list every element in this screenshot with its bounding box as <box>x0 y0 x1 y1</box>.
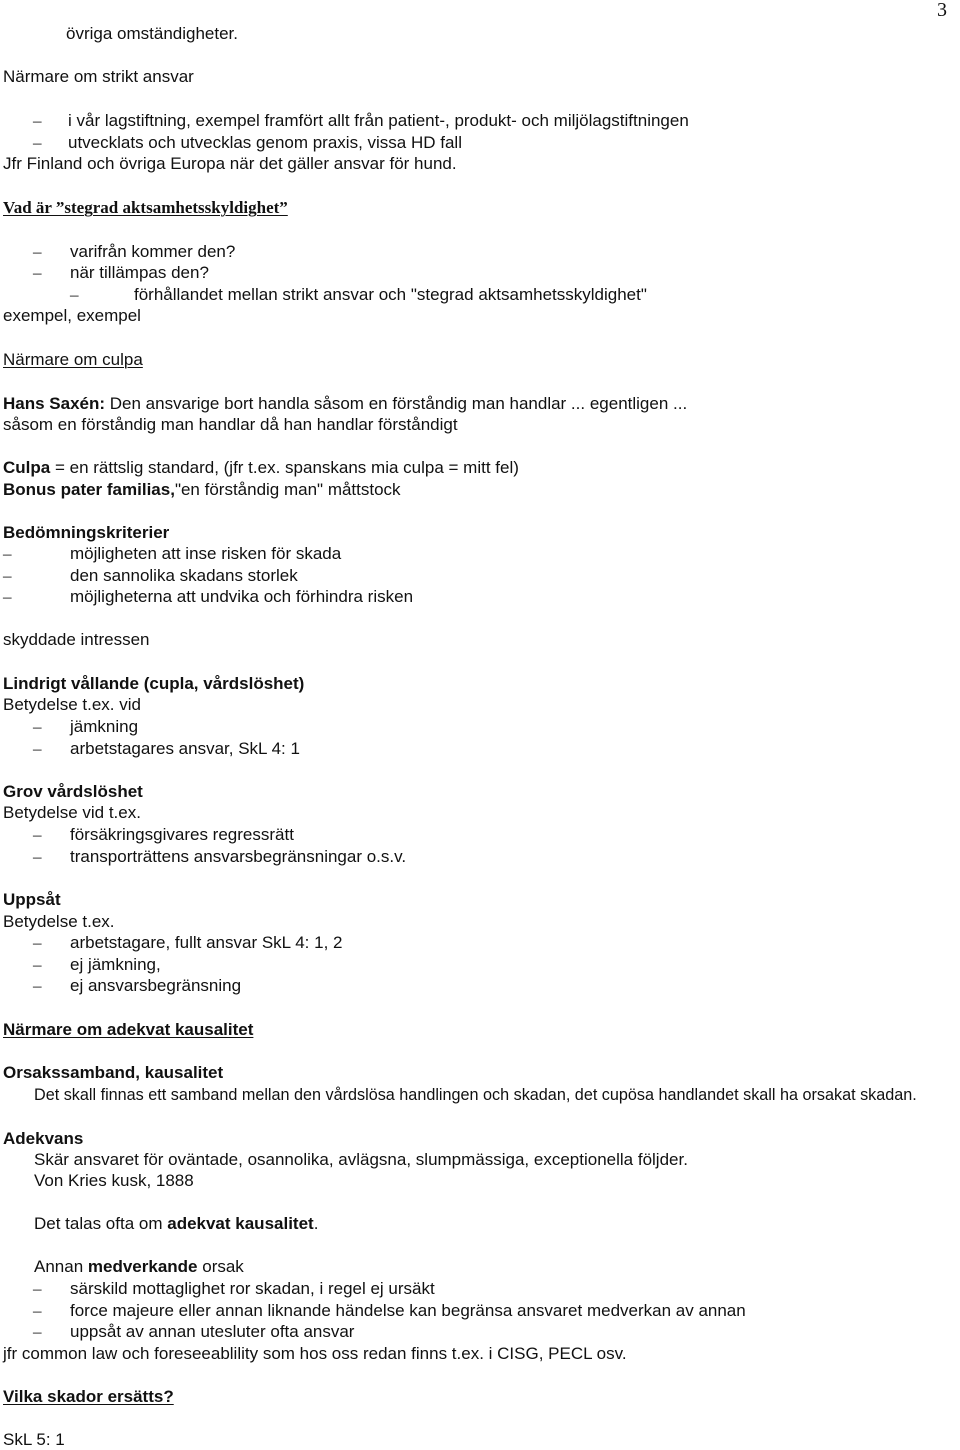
dash-marker: – <box>3 566 12 585</box>
section-heading-lindrigt: Lindrigt vållande (cupla, vårdslöshet) <box>3 674 305 693</box>
text-run: Annan <box>34 1257 88 1276</box>
list-item: särskild mottaglighet ror skadan, i regel ej ursäkt <box>70 1279 435 1298</box>
text-line: Det skall finnas ett samband mellan den vårdslösa handlingen och skadan, det cupösa handlandet skall ha orsakat skadan. <box>34 1086 917 1104</box>
list-item: force majeure eller annan liknande händelse kan begränsa ansvaret medverkan av annan <box>70 1301 746 1320</box>
section-heading-skador: Vilka skador ersätts? <box>3 1387 174 1406</box>
dash-marker: – <box>33 717 42 736</box>
text-line <box>34 1257 244 1277</box>
list-item: varifrån kommer den? <box>70 242 236 261</box>
text-run: . <box>313 1214 319 1233</box>
list-item: när tillämpas den? <box>70 263 209 282</box>
list-item: uppsåt av annan utesluter ofta ansvar <box>70 1322 355 1341</box>
dash-marker: – <box>33 111 42 130</box>
list-item: transporträttens ansvarsbegränsningar o.s.v. <box>70 847 407 866</box>
text-line: SkL 5: 1 <box>3 1430 65 1449</box>
text-line: Jfr Finland och övriga Europa när det gäller ansvar för hund. <box>3 154 457 173</box>
dash-marker: – <box>33 1301 42 1320</box>
dash-marker: – <box>33 976 42 995</box>
list-item: arbetstagare, fullt ansvar SkL 4: 1, 2 <box>70 933 343 952</box>
text-line: övriga omständigheter. <box>66 24 238 43</box>
text-line: Betydelse vid t.ex. <box>3 803 141 822</box>
list-item: möjligheterna att undvika och förhindra risken <box>70 587 414 606</box>
dash-marker: – <box>3 544 12 563</box>
text-line: Betydelse t.ex. <box>3 912 115 931</box>
section-heading-bedomning: Bedömningskriterier <box>3 523 170 542</box>
text-line: jfr common law och foreseeablility som hos oss redan finns t.ex. i CISG, PECL osv. <box>3 1344 627 1363</box>
list-item: i vår lagstiftning, exempel framfört allt från patient-, produkt- och miljölagstiftningen <box>68 111 689 130</box>
dash-marker: – <box>33 847 42 866</box>
dash-marker: – <box>33 955 42 974</box>
section-heading-grov: Grov vårdslöshet <box>3 782 143 801</box>
section-heading-culpa: Närmare om culpa <box>3 350 143 369</box>
text-run: orsak <box>197 1257 244 1276</box>
text-line: skyddade intressen <box>3 630 150 649</box>
section-heading-uppsat: Uppsåt <box>3 890 61 909</box>
bold-term: Bonus pater familias, <box>3 480 175 499</box>
section-heading-stegrad: Vad är ”stegrad aktsamhetsskyldighet” <box>3 198 288 217</box>
text-line <box>34 1214 318 1234</box>
dash-marker: – <box>33 739 42 758</box>
list-item: ej ansvarsbegränsning <box>70 976 242 995</box>
dash-marker: – <box>33 263 42 282</box>
text-line <box>3 458 519 478</box>
dash-marker: – <box>33 133 42 152</box>
list-item: den sannolika skadans storlek <box>70 566 298 585</box>
subheading-orsakssamband: Orsakssamband, kausalitet <box>3 1063 224 1082</box>
dash-marker: – <box>3 587 12 606</box>
dash-marker: – <box>33 242 42 261</box>
text-line: Von Kries kusk, 1888 <box>34 1171 194 1190</box>
text-run: "en förståndig man" måttstock <box>174 480 401 499</box>
text-line: exempel, exempel <box>3 306 141 325</box>
dash-marker: – <box>33 1322 42 1341</box>
list-item: möjligheten att inse risken för skada <box>70 544 342 563</box>
dash-marker: – <box>33 825 42 844</box>
list-item: utvecklats och utvecklas genom praxis, vissa HD fall <box>68 133 462 152</box>
list-item: ej jämkning, <box>70 955 161 974</box>
bold-term: adekvat kausalitet <box>167 1214 314 1233</box>
text-line: Betydelse t.ex. vid <box>3 695 141 714</box>
text-run: Det talas ofta om <box>34 1214 168 1233</box>
section-heading-strikt-ansvar: Närmare om strikt ansvar <box>3 67 194 86</box>
page-number: 3 <box>937 0 947 21</box>
dash-marker: – <box>70 285 79 304</box>
text-run: = en rättslig standard, (jfr t.ex. spanskans mia culpa = mitt fel) <box>50 458 519 477</box>
list-item: förhållandet mellan strikt ansvar och "stegrad aktsamhetsskyldighet" <box>134 285 647 304</box>
bold-term: medverkande <box>87 1257 198 1276</box>
section-heading-adekvat: Närmare om adekvat kausalitet <box>3 1020 254 1039</box>
text-line: såsom en förståndig man handlar då han handlar förståndigt <box>3 415 458 434</box>
text-line: Skär ansvaret för oväntade, osannolika, avlägsna, slumpmässiga, exceptionella följder. <box>34 1150 688 1169</box>
bold-term: Hans Saxén: <box>3 394 106 413</box>
subheading-adekvans: Adekvans <box>3 1129 84 1148</box>
text-line <box>3 480 401 500</box>
dash-marker: – <box>33 1279 42 1298</box>
list-item: arbetstagares ansvar, SkL 4: 1 <box>70 739 300 758</box>
text-line <box>3 394 687 414</box>
list-item: försäkringsgivares regressrätt <box>70 825 294 844</box>
list-item: jämkning <box>70 717 139 736</box>
dash-marker: – <box>33 933 42 952</box>
text-run: Den ansvarige bort handla såsom en förståndig man handlar ... egentligen ... <box>105 394 688 413</box>
bold-term: Culpa <box>3 458 51 477</box>
